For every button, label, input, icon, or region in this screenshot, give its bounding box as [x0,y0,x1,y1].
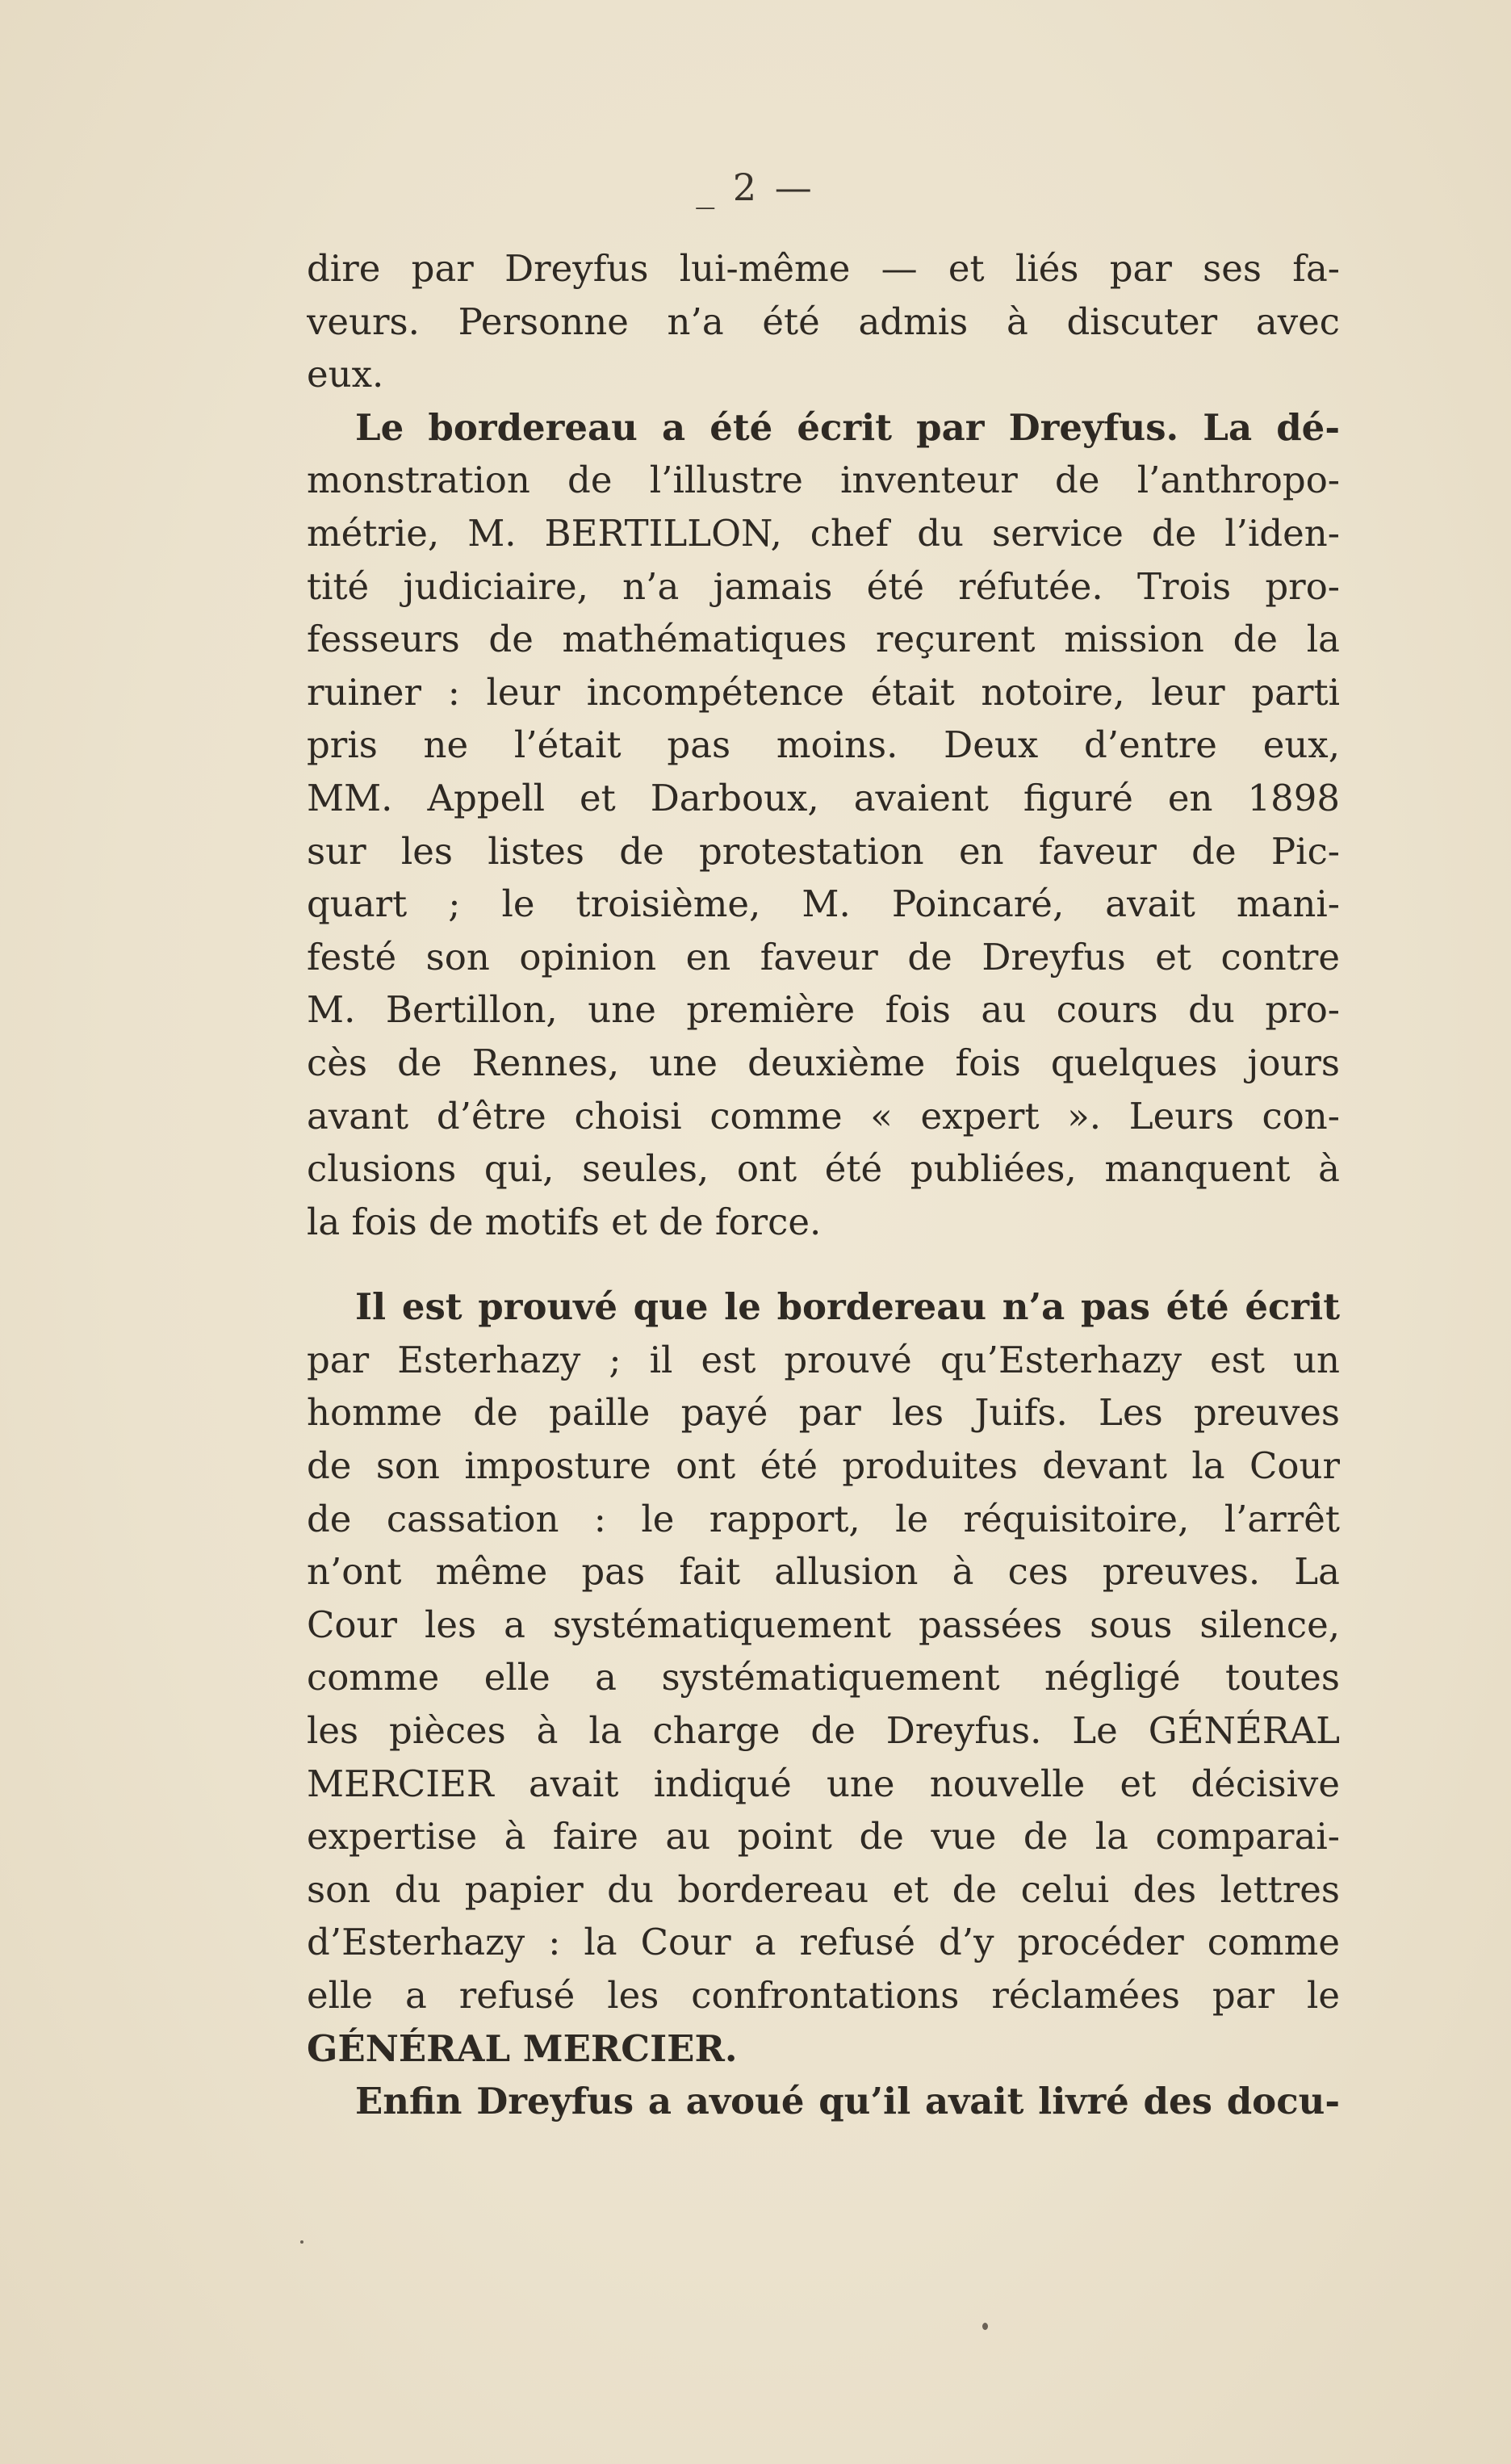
text-line: MM. Appell et Darboux, avaient figuré en 1898 [307,776,1340,819]
text-line: clusions qui, seules, ont été publiées, manquent à [307,1147,1340,1191]
text-line: son du papier du bordereau et de celui des lettres [307,1867,1340,1911]
text-line: GÉNÉRAL MERCIER. [307,2026,738,2070]
text-line: avant d’être choisi comme « expert ». Leurs con- [307,1094,1340,1138]
text-line: les pièces à la charge de Dreyfus. Le GÉNÉRAL [307,1709,1340,1753]
text-line: homme de paille payé par les Juifs. Les preuves [307,1391,1340,1435]
text-line: Il est prouvé que le bordereau n’a pas été écrit [355,1285,1340,1329]
text-line: elle a refusé les confrontations réclamées par le [307,1974,1340,2017]
text-line: eux. [307,353,384,396]
print-speck [300,2240,303,2244]
text-line: expertise à faire au point de vue de la comparai- [307,1815,1340,1858]
text-line: festé son opinion en faveur de Dreyfus et contre [307,935,1340,978]
text-line: cès de Rennes, une deuxième fois quelques jours [307,1041,1340,1084]
text-line: Cour les a systématiquement passées sous silence, [307,1603,1340,1646]
text-line: monstration de l’illustre inventeur de l’anthropo- [307,459,1340,502]
paragraph-gap [307,1248,1340,1280]
text-line: d’Esterhazy : la Cour a refusé d’y procéder comme [307,1921,1340,1964]
text-line: tité judiciaire, n’a jamais été réfutée. Trois pro- [307,564,1340,608]
paragraph-2 [307,401,1340,1249]
text-line: comme elle a systématiquement négligé toutes [307,1656,1340,1699]
text-line: sur les listes de protestation en faveur de Pic- [307,829,1340,873]
print-speck [982,2323,988,2330]
text-line: par Esterhazy ; il est prouvé qu’Esterhazy est un [307,1338,1340,1381]
text-line: ruiner : leur incompétence était notoire, leur parti [307,670,1340,714]
text-line: de cassation : le rapport, le réquisitoire, l’arrêt [307,1497,1340,1540]
text-line: pris ne l’était pas moins. Deux d’entre eux, [307,723,1340,767]
text-line: veurs. Personne n’a été admis à discuter avec [307,300,1340,343]
text-line: quart ; le troisième, M. Poincaré, avait mani- [307,882,1340,926]
text-line: métrie, M. BERTILLON, chef du service de l’iden- [307,511,1340,555]
text-line: n’ont même pas fait allusion à ces preuves. La [307,1550,1340,1594]
page-body [307,242,1340,2128]
text-line: la fois de motifs et de force. [307,1200,822,1243]
paragraph-1 [307,242,1340,401]
paragraph-4 [307,2075,1340,2128]
text-line: M. Bertillon, une première fois au cours du pro- [307,988,1340,1032]
text-line: de son imposture ont été produites devant la Cour [307,1444,1340,1488]
text-line: Le bordereau a été écrit par Dreyfus. La dé- [355,405,1340,449]
text-line: dire par Dreyfus lui-même — et liés par ses fa- [307,247,1340,290]
paragraph-3 [307,1280,1340,2075]
page-number: _ 2 — [696,166,815,209]
text-line: Enfin Dreyfus a avoué qu’il avait livré des docu- [355,2080,1340,2123]
text-line: fesseurs de mathématiques reçurent mission de la [307,618,1340,661]
text-line: MERCIER avait indiqué une nouvelle et décisive [307,1762,1340,1805]
